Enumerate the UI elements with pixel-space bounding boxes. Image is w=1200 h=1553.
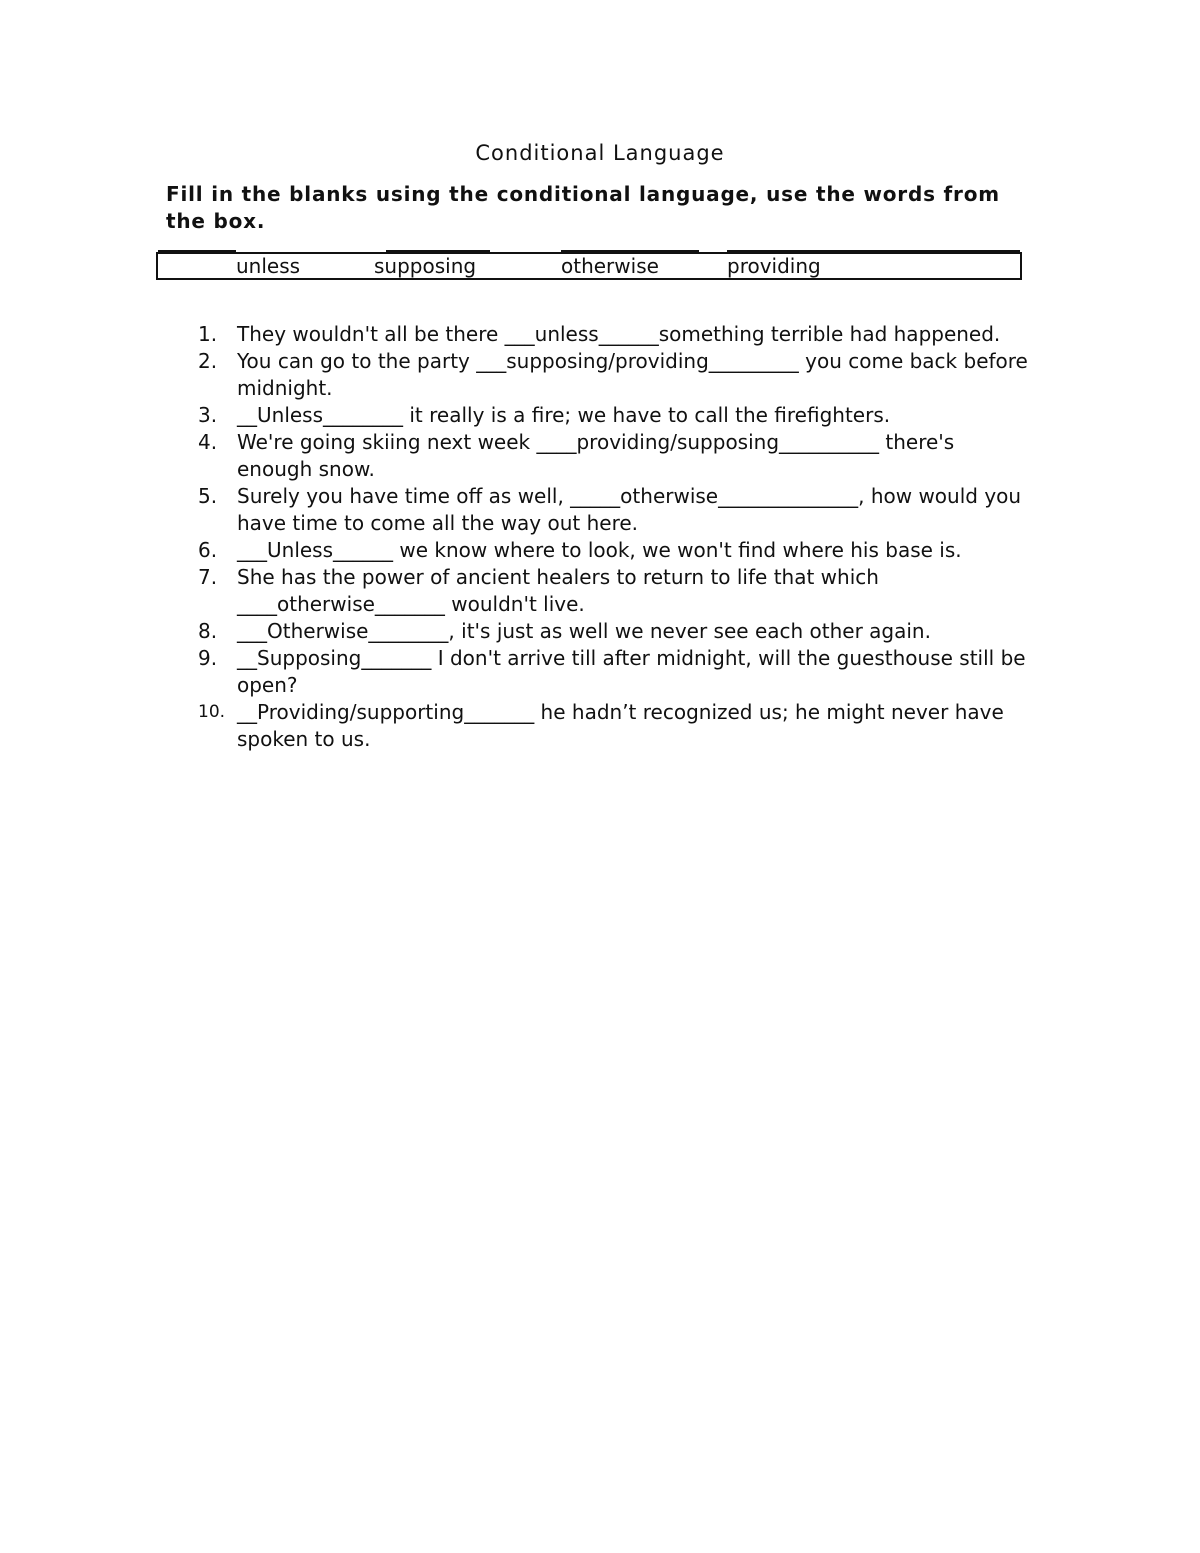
question-number: 7. <box>198 565 218 589</box>
question-text: __Supposing_______ I don't arrive till after midnight, will the guesthouse still be open? <box>237 646 1026 697</box>
question-number: 2. <box>198 349 218 373</box>
list-item <box>198 618 1028 645</box>
question-number: 3. <box>198 403 218 427</box>
word-box-top-segment <box>561 250 699 252</box>
word-box-top-segment <box>727 250 1020 252</box>
question-text: She has the power of ancient healers to return to life that which ____otherwise_______ wouldn't live. <box>237 565 879 616</box>
word-box <box>156 252 1022 280</box>
question-text: We're going skiing next week ____providing/supposing__________ there's enough snow. <box>237 430 955 481</box>
question-text: __Unless________ it really is a fire; we have to call the firefighters. <box>237 403 891 427</box>
word-otherwise: otherwise <box>561 254 659 278</box>
question-number: 1. <box>198 322 218 346</box>
list-item <box>198 321 1028 348</box>
question-number: 10. <box>198 702 226 722</box>
list-item <box>198 564 1028 618</box>
list-item <box>198 645 1028 699</box>
list-item <box>198 699 1028 753</box>
word-unless: unless <box>236 254 301 278</box>
question-number: 6. <box>198 538 218 562</box>
question-text: ___Otherwise________, it's just as well we never see each other again. <box>237 619 931 643</box>
question-text: They wouldn't all be there ___unless______something terrible had happened. <box>237 322 1001 346</box>
list-item <box>198 483 1028 537</box>
instructions: Fill in the blanks using the conditional language, use the words from the box. <box>166 182 1000 233</box>
list-item <box>198 537 1028 564</box>
question-text: ___Unless______ we know where to look, we won't find where his base is. <box>237 538 962 562</box>
list-item <box>198 348 1028 402</box>
list-item <box>198 402 1028 429</box>
question-list <box>198 321 1028 753</box>
question-text: __Providing/supporting_______ he hadn’t recognized us; he might never have spoken to us. <box>237 700 1004 751</box>
word-box-top-segment <box>158 250 236 252</box>
question-number: 9. <box>198 646 218 670</box>
list-item <box>198 429 1028 483</box>
question-number: 8. <box>198 619 218 643</box>
question-text: Surely you have time off as well, _____otherwise______________, how would you have time to come all the way out here. <box>237 484 1022 535</box>
word-supposing: supposing <box>374 254 477 278</box>
question-text: You can go to the party ___supposing/providing_________ you come back before midnight. <box>237 349 1028 400</box>
question-number: 4. <box>198 430 218 454</box>
question-number: 5. <box>198 484 218 508</box>
word-box-top-segment <box>386 250 490 252</box>
page-title: Conditional Language <box>475 141 725 165</box>
word-providing: providing <box>727 254 821 278</box>
